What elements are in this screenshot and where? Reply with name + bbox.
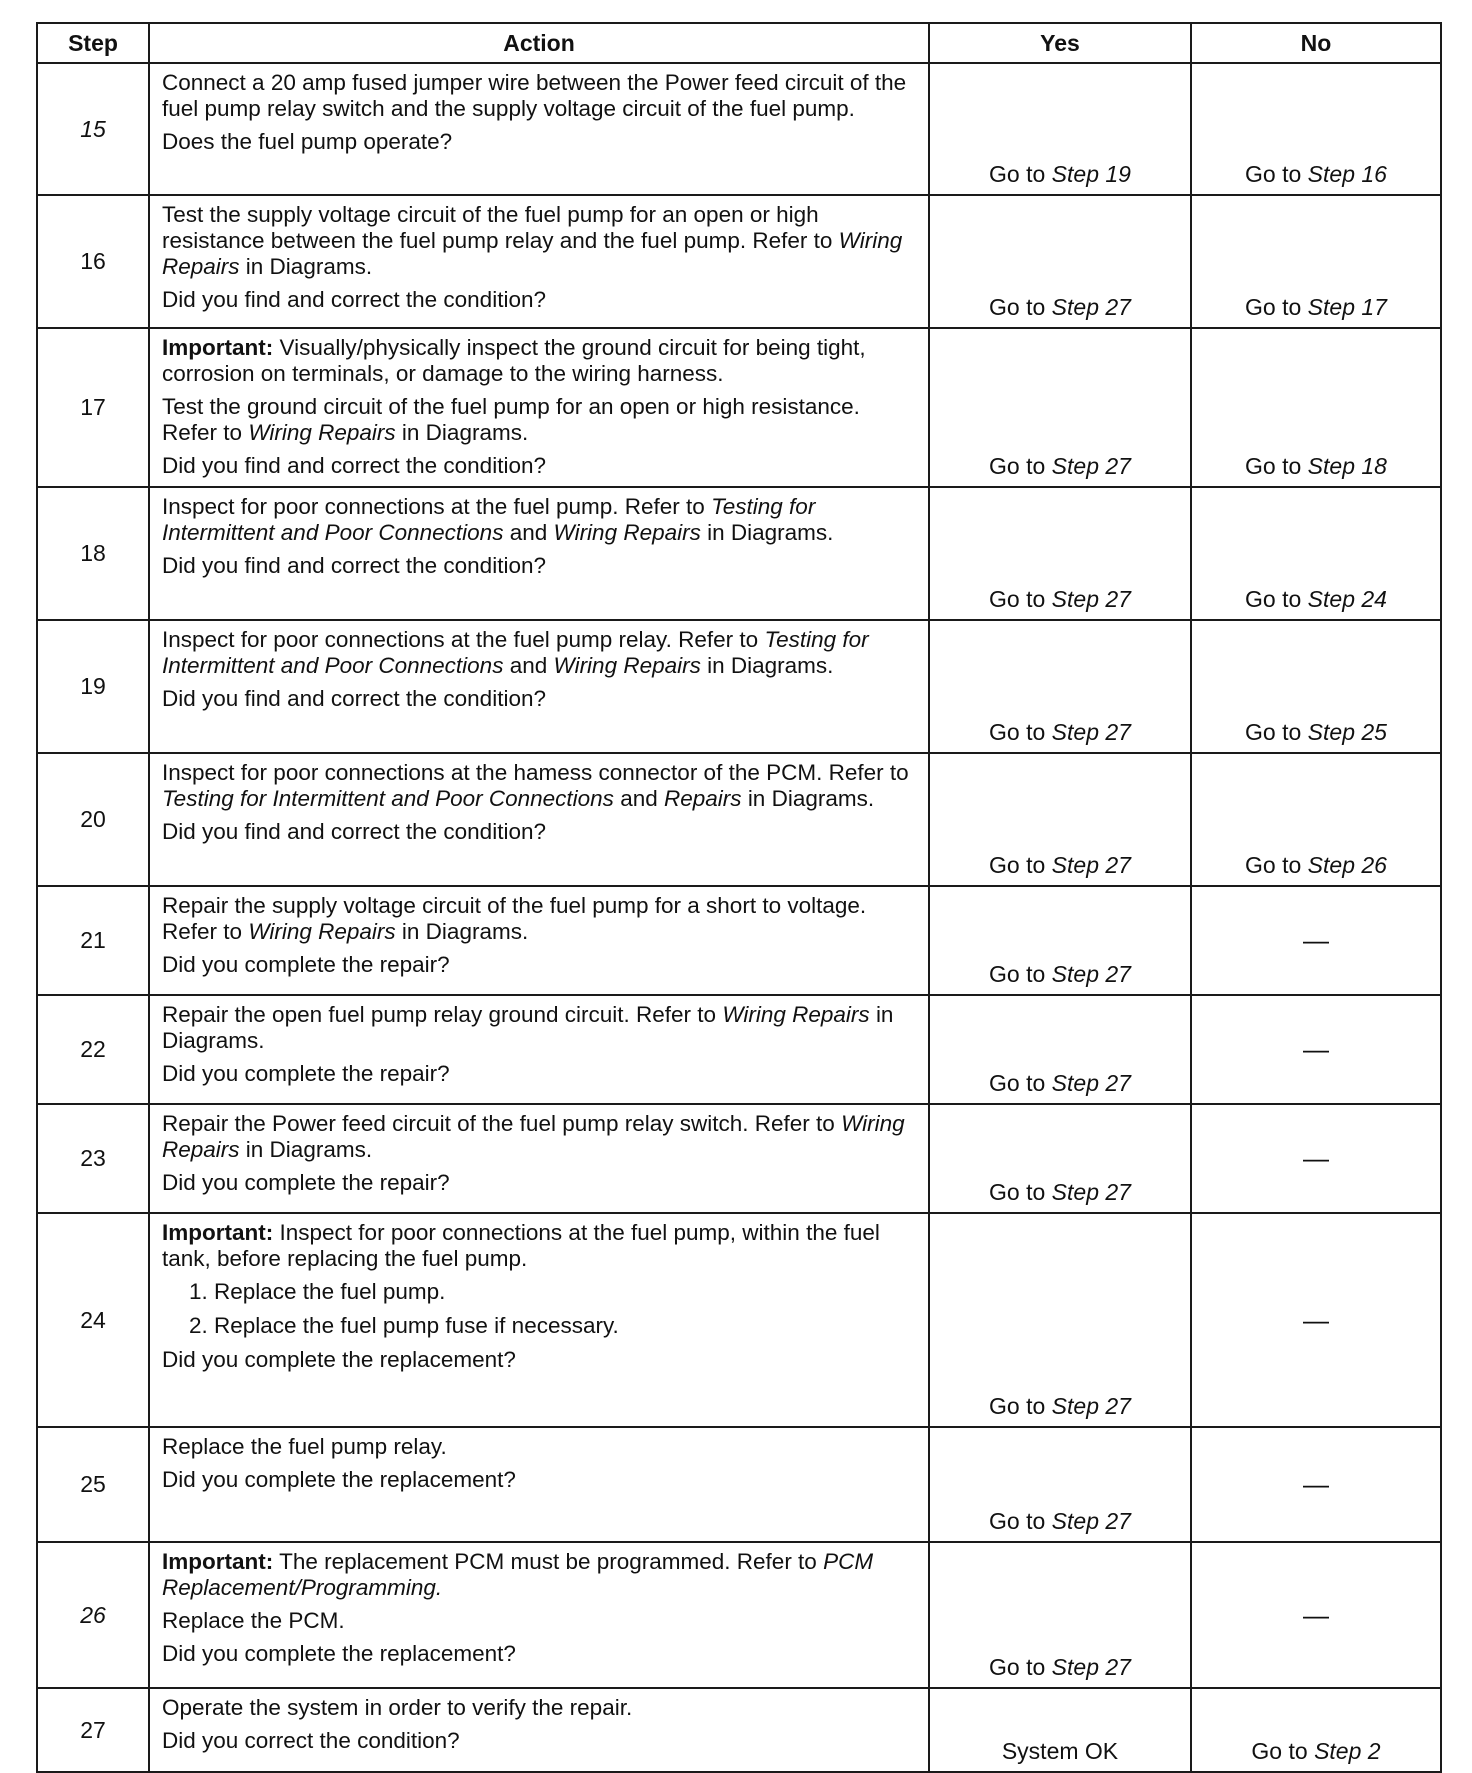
yes-step-link: Step 27 <box>1051 1393 1131 1419</box>
action-cell <box>149 328 929 487</box>
yes-prefix: Go to <box>989 852 1046 878</box>
reference-link: Testing for Intermittent and Poor Connections <box>162 627 869 678</box>
important-text: Visually/physically inspect the ground circuit for being tight, corrosion on terminals, or damage to the wiring harness. <box>162 335 866 386</box>
table-row <box>37 63 1441 195</box>
table-row <box>37 328 1441 487</box>
yes-step-link: Step 19 <box>1051 161 1131 187</box>
no-cell: — <box>1191 1104 1441 1213</box>
step-number: 19 <box>37 620 149 753</box>
question-text: Did you find and correct the condition? <box>162 686 546 711</box>
yes-prefix: Go to <box>989 453 1046 479</box>
important-text: Inspect for poor connections at the fuel pump, within the fuel tank, before replacing the fuel pump. <box>162 1220 880 1271</box>
no-cell <box>1191 1688 1441 1772</box>
yes-step-link: Step 27 <box>1051 1179 1131 1205</box>
yes-cell <box>929 995 1191 1104</box>
action-text <box>162 893 918 945</box>
no-step-link: Step 24 <box>1307 586 1387 612</box>
yes-step-link: Step 27 <box>1051 719 1131 745</box>
question-text: Did you find and correct the condition? <box>162 453 546 478</box>
action-text-part: in Diagrams. <box>162 1002 894 1053</box>
action-text <box>162 760 918 812</box>
yes-step-link: Step 27 <box>1051 961 1131 987</box>
question-text: Did you complete the repair? <box>162 1170 450 1195</box>
action-text: Replace the PCM. <box>162 1608 345 1633</box>
no-prefix: Go to <box>1245 586 1302 612</box>
question-text: Did you correct the condition? <box>162 1728 460 1753</box>
table-row <box>37 1427 1441 1542</box>
action-cell <box>149 1688 929 1772</box>
yes-cell <box>929 886 1191 995</box>
no-step-link: Step 16 <box>1307 161 1387 187</box>
step-number: 16 <box>37 195 149 328</box>
action-text: Connect a 20 amp fused jumper wire between the Power feed circuit of the fuel pump relay switch and the supply voltage circuit of the fuel pump. <box>162 70 907 121</box>
yes-prefix: Go to <box>989 294 1046 320</box>
yes-cell <box>929 487 1191 620</box>
yes-prefix: Go to <box>989 161 1046 187</box>
question-text: Did you complete the replacement? <box>162 1467 516 1492</box>
question-text: Did you find and correct the condition? <box>162 287 546 312</box>
no-cell <box>1191 195 1441 328</box>
action-text: Replace the fuel pump relay. <box>162 1434 447 1459</box>
no-step-link: Step 26 <box>1307 852 1387 878</box>
yes-step-link: Step 27 <box>1051 1508 1131 1534</box>
action-text-part: Inspect for poor connections at the hamess connector of the PCM. Refer to <box>162 760 909 785</box>
yes-prefix: Go to <box>989 1179 1046 1205</box>
reference-link: Wiring Repairs <box>162 228 903 279</box>
reference-link: Wiring Repairs <box>162 1111 905 1162</box>
action-cell <box>149 1213 929 1427</box>
action-text-part: Test the supply voltage circuit of the fuel pump for an open or high resistance between the fuel pump relay and the fuel pump. Refer to <box>162 202 833 253</box>
question-text: Did you complete the repair? <box>162 952 450 977</box>
action-text-part: in Diagrams. <box>401 919 529 944</box>
no-cell: — <box>1191 1427 1441 1542</box>
table-row <box>37 886 1441 995</box>
no-step-link: Step 18 <box>1307 453 1387 479</box>
procedure-list <box>162 1279 918 1339</box>
action-text-part: Repair the Power feed circuit of the fuel pump relay switch. Refer to <box>162 1111 835 1136</box>
question-text: Did you complete the replacement? <box>162 1641 516 1666</box>
important-label: Important: <box>162 1220 274 1245</box>
no-cell: — <box>1191 1542 1441 1688</box>
action-cell <box>149 1427 929 1542</box>
step-number: 20 <box>37 753 149 886</box>
table-row <box>37 753 1441 886</box>
action-text <box>162 494 918 546</box>
yes-cell <box>929 1104 1191 1213</box>
action-text-part: in Diagrams. <box>707 653 834 678</box>
table-row <box>37 487 1441 620</box>
yes-step-link: Step 27 <box>1051 294 1131 320</box>
important-label: Important: <box>162 1549 274 1574</box>
yes-prefix: Go to <box>989 586 1046 612</box>
important-note <box>162 1220 918 1272</box>
step-number: 17 <box>37 328 149 487</box>
reference-link: Wiring Repairs <box>248 420 396 445</box>
reference-link: PCM Replacement/Programming. <box>162 1549 874 1600</box>
action-text <box>162 202 918 280</box>
yes-step-link: Step 27 <box>1051 1070 1131 1096</box>
header-row <box>37 23 1441 63</box>
reference-link: Testing for Intermittent and Poor Connections <box>162 494 816 545</box>
table-row <box>37 195 1441 328</box>
header-yes: Yes <box>929 23 1191 63</box>
diagnostic-table <box>36 22 1442 1773</box>
no-prefix: Go to <box>1245 161 1302 187</box>
reference-link: Wiring Repairs <box>553 520 701 545</box>
action-text-part: in Diagrams. <box>747 786 875 811</box>
yes-cell <box>929 620 1191 753</box>
yes-step-link: Step 27 <box>1051 586 1131 612</box>
step-number: 15 <box>37 63 149 195</box>
yes-step-link: Step 27 <box>1051 852 1131 878</box>
important-text: The replacement PCM must be programmed. Refer to <box>279 1549 817 1574</box>
no-step-link: Step 25 <box>1307 719 1387 745</box>
action-cell <box>149 620 929 753</box>
no-prefix: Go to <box>1251 1738 1308 1764</box>
no-prefix: Go to <box>1245 294 1302 320</box>
no-cell <box>1191 63 1441 195</box>
no-cell: — <box>1191 1213 1441 1427</box>
question-text: Did you complete the replacement? <box>162 1347 516 1372</box>
action-text-part: in Diagrams. <box>245 1137 373 1162</box>
yes-cell <box>929 1213 1191 1427</box>
yes-cell <box>929 753 1191 886</box>
action-cell <box>149 753 929 886</box>
important-note <box>162 335 918 387</box>
yes-prefix: Go to <box>989 719 1046 745</box>
action-text <box>162 1002 918 1054</box>
yes-prefix: Go to <box>989 961 1046 987</box>
action-text-part: Inspect for poor connections at the fuel pump relay. Refer to <box>162 627 759 652</box>
action-text <box>162 1111 918 1163</box>
action-text-part: Repair the open fuel pump relay ground circuit. Refer to <box>162 1002 717 1027</box>
yes-prefix: Go to <box>989 1393 1046 1419</box>
step-number: 18 <box>37 487 149 620</box>
reference-link: Wiring Repairs <box>722 1002 870 1027</box>
action-text-part: in Diagrams. <box>401 420 529 445</box>
question-text: Did you complete the repair? <box>162 1061 450 1086</box>
action-cell <box>149 487 929 620</box>
yes-prefix: Go to <box>989 1654 1046 1680</box>
action-cell <box>149 195 929 328</box>
important-label: Important: <box>162 335 274 360</box>
table-row <box>37 1542 1441 1688</box>
header-step: Step <box>37 23 149 63</box>
table-row <box>37 620 1441 753</box>
no-step-link: Step 2 <box>1314 1738 1381 1764</box>
question-text: Does the fuel pump operate? <box>162 129 453 154</box>
reference-link: Repairs <box>664 786 742 811</box>
yes-prefix: Go to <box>989 1070 1046 1096</box>
yes-cell <box>929 328 1191 487</box>
yes-cell <box>929 63 1191 195</box>
step-number: 22 <box>37 995 149 1104</box>
no-cell <box>1191 620 1441 753</box>
action-text-part: Repair the supply voltage circuit of the fuel pump for a short to voltage. Refer to <box>162 893 867 944</box>
reference-link: Testing for Intermittent and Poor Connections <box>162 786 614 811</box>
action-text-part: Test the ground circuit of the fuel pump for an open or high resistance. Refer to <box>162 394 860 445</box>
step-number: 24 <box>37 1213 149 1427</box>
yes-step-link: Step 27 <box>1051 453 1131 479</box>
action-cell <box>149 995 929 1104</box>
action-text-part: and <box>620 786 658 811</box>
step-number: 26 <box>37 1542 149 1688</box>
no-prefix: Go to <box>1245 852 1302 878</box>
table-row <box>37 1213 1441 1427</box>
no-cell <box>1191 328 1441 487</box>
yes-prefix: Go to <box>989 1508 1046 1534</box>
action-text-part: and <box>509 520 548 545</box>
action-text-part: in Diagrams. <box>707 520 834 545</box>
table-row <box>37 1688 1441 1772</box>
question-text: Did you find and correct the condition? <box>162 819 546 844</box>
action-text-part: Inspect for poor connections at the fuel pump. Refer to <box>162 494 705 519</box>
header-no: No <box>1191 23 1441 63</box>
table-row <box>37 1104 1441 1213</box>
step-number: 27 <box>37 1688 149 1772</box>
action-cell <box>149 1542 929 1688</box>
table-row <box>37 995 1441 1104</box>
no-cell <box>1191 753 1441 886</box>
step-number: 23 <box>37 1104 149 1213</box>
yes-cell <box>929 1427 1191 1542</box>
action-cell <box>149 63 929 195</box>
action-text: Operate the system in order to verify the repair. <box>162 1695 633 1720</box>
no-prefix: Go to <box>1245 719 1302 745</box>
reference-link: Wiring Repairs <box>553 653 701 678</box>
question-text: Did you find and correct the condition? <box>162 553 546 578</box>
action-text-part: and <box>509 653 548 678</box>
action-text <box>162 627 918 679</box>
yes-cell <box>929 195 1191 328</box>
step-number: 21 <box>37 886 149 995</box>
action-cell <box>149 1104 929 1213</box>
action-text <box>162 394 918 446</box>
no-cell <box>1191 487 1441 620</box>
list-item: 1. Replace the fuel pump. <box>214 1279 918 1305</box>
action-cell <box>149 886 929 995</box>
yes-cell: System OK <box>929 1688 1191 1772</box>
no-prefix: Go to <box>1245 453 1302 479</box>
important-note <box>162 1549 918 1601</box>
header-action: Action <box>149 23 929 63</box>
list-item: 2. Replace the fuel pump fuse if necessary. <box>214 1313 918 1339</box>
action-text-part: in Diagrams. <box>245 254 373 279</box>
yes-cell <box>929 1542 1191 1688</box>
step-number: 25 <box>37 1427 149 1542</box>
no-step-link: Step 17 <box>1307 294 1387 320</box>
no-cell: — <box>1191 995 1441 1104</box>
yes-step-link: Step 27 <box>1051 1654 1131 1680</box>
reference-link: Wiring Repairs <box>248 919 396 944</box>
no-cell: — <box>1191 886 1441 995</box>
